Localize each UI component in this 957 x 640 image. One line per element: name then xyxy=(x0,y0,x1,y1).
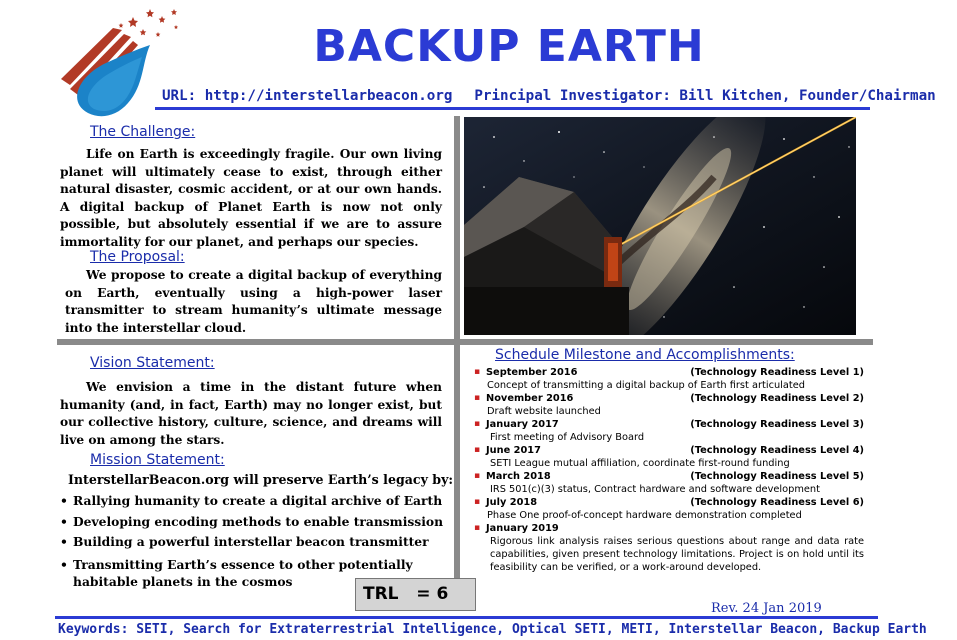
mission-intro: InterstellarBeacon.org will preserve Earth’s legacy by: xyxy=(68,472,454,487)
milestone-item xyxy=(474,392,864,418)
milestone-item xyxy=(474,444,864,470)
vision-text: We envision a time in the distant future when humanity (and, in fact, Earth) may no longer exist, but our collective history, culture, science, and dreams will live on among the stars. xyxy=(60,380,442,447)
milestone-level: (Technology Readiness Level 5) xyxy=(690,471,864,482)
proposal-heading: The Proposal: xyxy=(90,249,185,265)
milestone-date: September 2016 xyxy=(486,367,578,378)
milestone-desc: Phase One proof-of-concept hardware demonstration completed xyxy=(487,510,802,521)
milestone-desc: Concept of transmitting a digital backup of Earth first articulated xyxy=(487,380,805,391)
project-url[interactable]: URL: http://interstellarbeacon.org xyxy=(162,88,453,104)
bullet-icon: ▪ xyxy=(474,393,481,403)
mission-heading: Mission Statement: xyxy=(90,452,225,468)
milestone-level: (Technology Readiness Level 6) xyxy=(690,497,864,508)
milestone-date: June 2017 xyxy=(486,445,541,456)
list-item: • Rallying humanity to create a digital archive of Earth xyxy=(60,493,443,508)
bullet-icon: ▪ xyxy=(474,419,481,429)
milestone-desc: Draft website launched xyxy=(487,406,601,417)
milestone-level: (Technology Readiness Level 3) xyxy=(690,419,864,430)
horizontal-divider xyxy=(57,339,873,345)
schedule-heading: Schedule Milestone and Accomplishments: xyxy=(495,347,795,363)
challenge-text: Life on Earth is exceedingly fragile. Our own living planet will ultimately cease to exist, through either natural disaster, cosmic accident, or at our own hands. A digital backup of Planet Earth is now not only possible, but absolutely essential if we are to assure immortality for our planet, and perhaps our species. xyxy=(60,147,442,249)
bullet-icon: ▪ xyxy=(474,445,481,455)
bullet-icon: ▪ xyxy=(474,497,481,507)
milestone-desc: First meeting of Advisory Board xyxy=(490,432,645,443)
vertical-divider xyxy=(454,116,460,598)
revision-date: Rev. 24 Jan 2019 xyxy=(711,601,822,616)
footer-rule xyxy=(55,616,878,619)
principal-investigator: Principal Investigator: Bill Kitchen, Founder/Chairman xyxy=(474,88,936,104)
vision-heading: Vision Statement: xyxy=(90,355,215,371)
proposal-text: We propose to create a digital backup of everything on Earth, eventually using a high-power laser transmitter to stream humanity’s ultimate message into the interstellar cloud. xyxy=(65,268,442,335)
bullet-icon: ▪ xyxy=(474,471,481,481)
bullet-icon: ▪ xyxy=(474,367,481,377)
trl-label: TRL xyxy=(363,584,399,604)
milestone-level: (Technology Readiness Level 1) xyxy=(690,367,864,378)
milestone-date: January 2019 xyxy=(486,523,559,534)
milestone-item xyxy=(474,522,864,574)
mission-list xyxy=(60,491,450,590)
milestone-date: March 2018 xyxy=(486,471,551,482)
header-rule xyxy=(155,107,870,110)
milestone-desc: IRS 501(c)(3) status, Contract hardware and software development xyxy=(490,484,820,495)
milestone-list xyxy=(474,366,864,574)
trl-box xyxy=(355,578,476,611)
milestone-level: (Technology Readiness Level 4) xyxy=(690,445,864,456)
milestone-item xyxy=(474,470,864,496)
milestone-item xyxy=(474,496,864,522)
keywords-line: Keywords: SETI, Search for Extraterrestrial Intelligence, Optical SETI, METI, Interstellar Beacon, Backup Earth xyxy=(58,622,927,637)
milestone-date: November 2016 xyxy=(486,393,574,404)
milestone-date: July 2018 xyxy=(486,497,538,508)
header-info-line xyxy=(162,88,936,104)
page-title: BACKUP EARTH xyxy=(313,21,705,72)
bullet-icon: ▪ xyxy=(474,523,481,533)
trl-value: = 6 xyxy=(416,584,449,604)
milestone-desc: SETI League mutual affiliation, coordinate first-round funding xyxy=(490,458,790,469)
milestone-level: (Technology Readiness Level 2) xyxy=(690,393,864,404)
milestone-item xyxy=(474,418,864,444)
milestone-date: January 2017 xyxy=(486,419,559,430)
milestone-item xyxy=(474,366,864,392)
challenge-heading: The Challenge: xyxy=(90,124,196,140)
list-item: • Transmitting Earth’s essence to other potentially habitable planets in the cosmos xyxy=(60,556,413,589)
milestone-desc: Rigorous link analysis raises serious questions about range and data rate capabilities, given present technology limitations. Project is on hold until its feasibility can be verified, or a work-around developed. xyxy=(490,536,864,573)
list-item: • Building a powerful interstellar beacon transmitter xyxy=(60,534,429,549)
list-item: • Developing encoding methods to enable transmission xyxy=(60,513,444,529)
telescope-laser-photo xyxy=(464,117,856,335)
